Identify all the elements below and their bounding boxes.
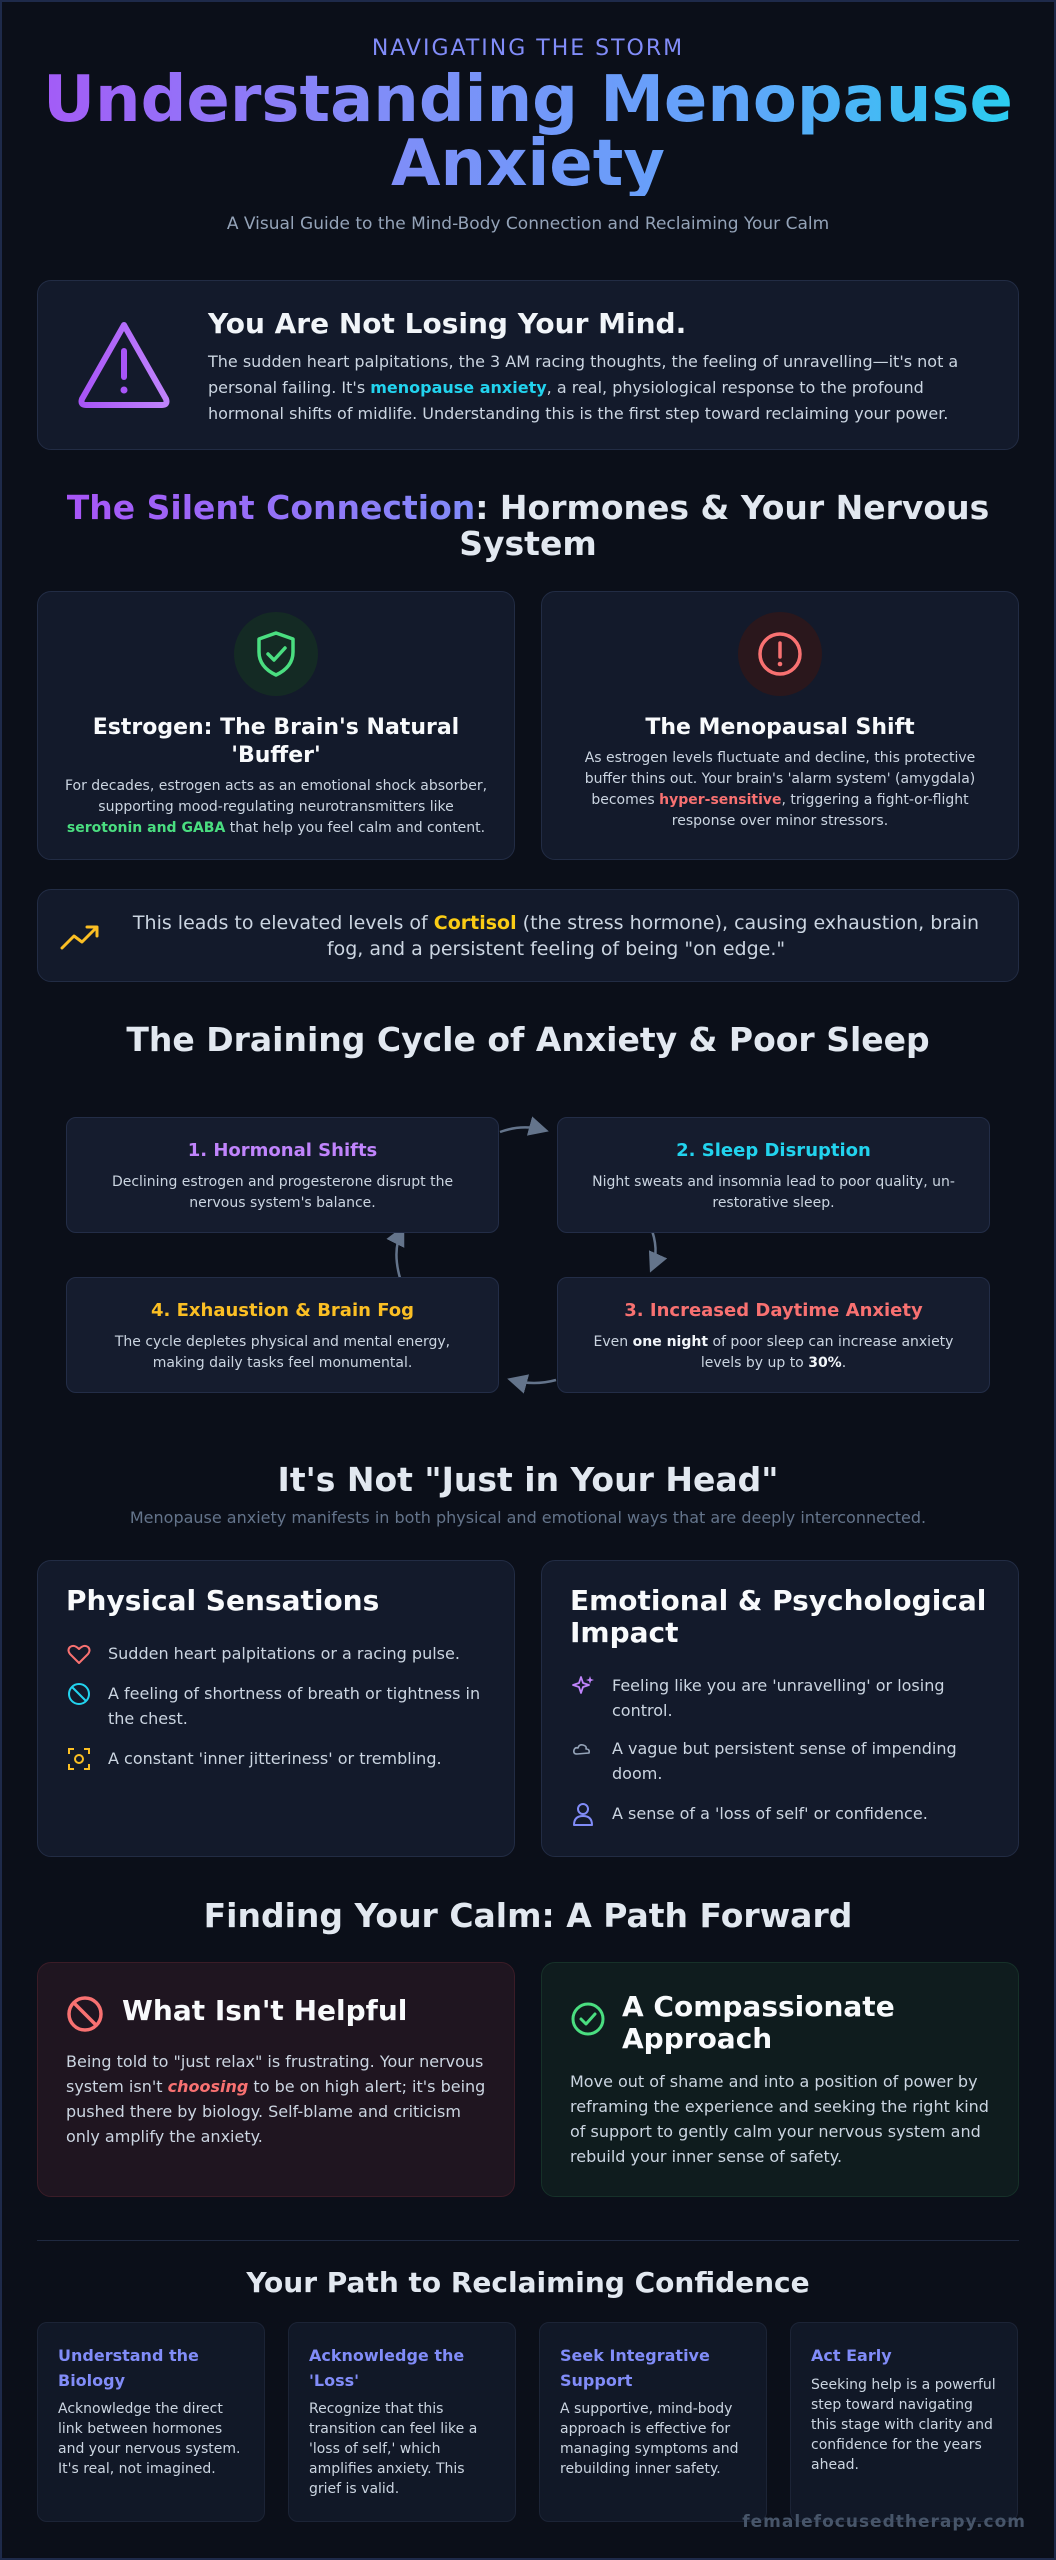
path-step-seek: [539, 2322, 767, 2522]
estrogen-text: For decades, estrogen acts as an emotional shock absorber, supporting mood-regulating neurotransmitters like serotonin and GABA that help you feel calm and content.: [64, 778, 488, 836]
cycle-step-2-text: Night sweats and insomnia lead to poor quality, un-restorative sleep.: [592, 1174, 955, 1211]
page-title: [0, 63, 1056, 201]
path-step-title: Understand the Biology: [58, 2346, 199, 2390]
head-subtitle: Menopause anxiety manifests in both physical and emotional ways that are deeply interconnected.: [129, 1508, 927, 1527]
cycle-step-2: [557, 1117, 990, 1233]
list-item: A feeling of shortness of breath or tightness in the chest.: [66, 1681, 490, 1731]
path-step-text: Seeking help is a powerful step toward navigating this stage with clarity and confidence for the years ahead.: [811, 2377, 996, 2473]
cycle-title: The Draining Cycle of Anxiety & Poor Sleep: [126, 1020, 930, 1059]
alert-circle-icon: [756, 630, 804, 678]
ban-icon: [66, 1995, 104, 2033]
compassionate-title: A Compassionate Approach: [622, 1990, 895, 2055]
cortisol-card: [37, 889, 1019, 982]
cloud-icon: [570, 1736, 596, 1762]
compassionate-card: [541, 1962, 1019, 2197]
estrogen-card: [37, 591, 515, 860]
jitter-scan-icon: [66, 1746, 92, 1772]
physical-card: [37, 1560, 515, 1857]
intro-title: You Are Not Losing Your Mind.: [208, 307, 687, 340]
not-helpful-text: Being told to "just relax" is frustrating. Your nervous system isn't choosing to be on high alert; it's being pushed there by biology. Self-blame and criticism only amplify the anxiety.: [66, 2052, 486, 2146]
path-step-title: Seek Integrative Support: [560, 2346, 710, 2390]
shift-text: As estrogen levels fluctuate and decline, this protective buffer thins out. Your brain's 'alarm system' (amygdala) becomes hyper-sensitive, triggering a fight-or-flight response over minor stressors.: [584, 750, 976, 829]
head-title: It's Not "Just in Your Head": [277, 1460, 779, 1499]
emotional-card: [541, 1560, 1019, 1857]
alert-circle-icon-wrap: [738, 612, 822, 696]
cycle-step-4: [66, 1277, 499, 1393]
list-item: A sense of a 'loss of self' or confidence.: [570, 1801, 994, 1827]
cycle-step-3: [557, 1277, 990, 1393]
sparkles-icon: [570, 1673, 596, 1699]
connection-title: The Silent Connection: Hormones & Your Nervous System: [66, 488, 990, 563]
trending-up-icon: [60, 920, 100, 952]
shift-title: The Menopausal Shift: [645, 715, 915, 740]
list-item: A vague but persistent sense of impending doom.: [570, 1736, 994, 1786]
list-item: Feeling like you are 'unravelling' or losing control.: [570, 1673, 994, 1723]
title-line-1: Understanding Menopause: [43, 63, 1013, 137]
kicker: NAVIGATING THE STORM: [371, 36, 685, 61]
user-icon: [570, 1801, 596, 1827]
list-item: Sudden heart palpitations or a racing pulse.: [66, 1641, 490, 1667]
compassionate-text: Move out of shame and into a position of power by reframing the experience and seeking the right kind of support to gently calm your nervous system and rebuild your inner sense of safety.: [570, 2072, 989, 2166]
title-line-2: Anxiety: [390, 127, 666, 201]
cycle-step-1-title: 1. Hormonal Shifts: [187, 1140, 378, 1161]
path-step-text: Acknowledge the direct link between hormones and your nervous system. It's real, not imagined.: [58, 2401, 241, 2477]
page-subtitle: A Visual Guide to the Mind-Body Connection and Reclaiming Your Calm: [226, 214, 830, 234]
shift-card: [541, 591, 1019, 860]
cycle-step-2-title: 2. Sleep Disruption: [676, 1140, 871, 1161]
warning-triangle-icon: [74, 315, 174, 415]
physical-title: Physical Sensations: [66, 1584, 380, 1617]
arrow-4-to-1: [396, 1230, 402, 1278]
arrow-1-to-2: [500, 1127, 544, 1132]
intro-card: [37, 280, 1019, 450]
cycle-step-4-title: 4. Exhaustion & Brain Fog: [150, 1300, 415, 1321]
intro-text: The sudden heart palpitations, the 3 AM racing thoughts, the feeling of unravelling—it's not a personal failing. It's menopause anxiety, a real, physiological response to the profound hormonal shifts of midlife. Understanding this is the first step toward reclaiming your power.: [208, 352, 959, 423]
path-step-text: A supportive, mind-body approach is effective for managing symptoms and rebuilding inner safety.: [560, 2401, 739, 2477]
path-step-title: Act Early: [811, 2346, 892, 2365]
cortisol-text: This leads to elevated levels of Cortisol (the stress hormone), causing exhaustion, brain fog, and a persistent feeling of being "on edge.": [132, 912, 980, 960]
cycle-step-1: [66, 1117, 499, 1233]
path-step-act-early: [790, 2322, 1018, 2522]
not-helpful-card: [37, 1962, 515, 2197]
cycle-step-3-text: Even one night of poor sleep can increase anxiety levels by up to 30%.: [593, 1334, 954, 1371]
path-step-title: Acknowledge the 'Loss': [309, 2346, 465, 2390]
heart-icon: [66, 1641, 92, 1667]
cycle-step-1-text: Declining estrogen and progesterone disrupt the nervous system's balance.: [111, 1174, 454, 1211]
intro-highlight: menopause anxiety: [370, 378, 547, 397]
breath-block-icon: [66, 1681, 92, 1707]
path-step-text: Recognize that this transition can feel like a 'loss of self,' which amplifies anxiety. This grief is valid.: [309, 2401, 478, 2497]
not-helpful-title: What Isn't Helpful: [122, 1994, 408, 2027]
calm-title: Finding Your Calm: A Path Forward: [203, 1896, 853, 1935]
shield-check-icon-wrap: [234, 612, 318, 696]
path-title: Your Path to Reclaiming Confidence: [246, 2266, 810, 2299]
shield-check-icon: [254, 630, 298, 678]
cycle-step-3-title: 3. Increased Daytime Anxiety: [624, 1300, 923, 1321]
arrow-3-to-4: [512, 1380, 556, 1383]
cycle-step-4-text: The cycle depletes physical and mental energy, making daily tasks feel monumental.: [114, 1334, 451, 1371]
list-item: A constant 'inner jitteriness' or trembling.: [66, 1746, 490, 1772]
path-step-acknowledge: [288, 2322, 516, 2522]
path-step-understand: [37, 2322, 265, 2522]
check-circle-icon: [570, 2001, 606, 2037]
estrogen-title: Estrogen: The Brain's Natural 'Buffer': [92, 715, 460, 768]
footer-url: femalefocusedtherapy.com: [742, 2512, 1026, 2532]
emotional-title: Emotional & Psychological Impact: [570, 1584, 987, 1649]
divider: [37, 2240, 1019, 2241]
